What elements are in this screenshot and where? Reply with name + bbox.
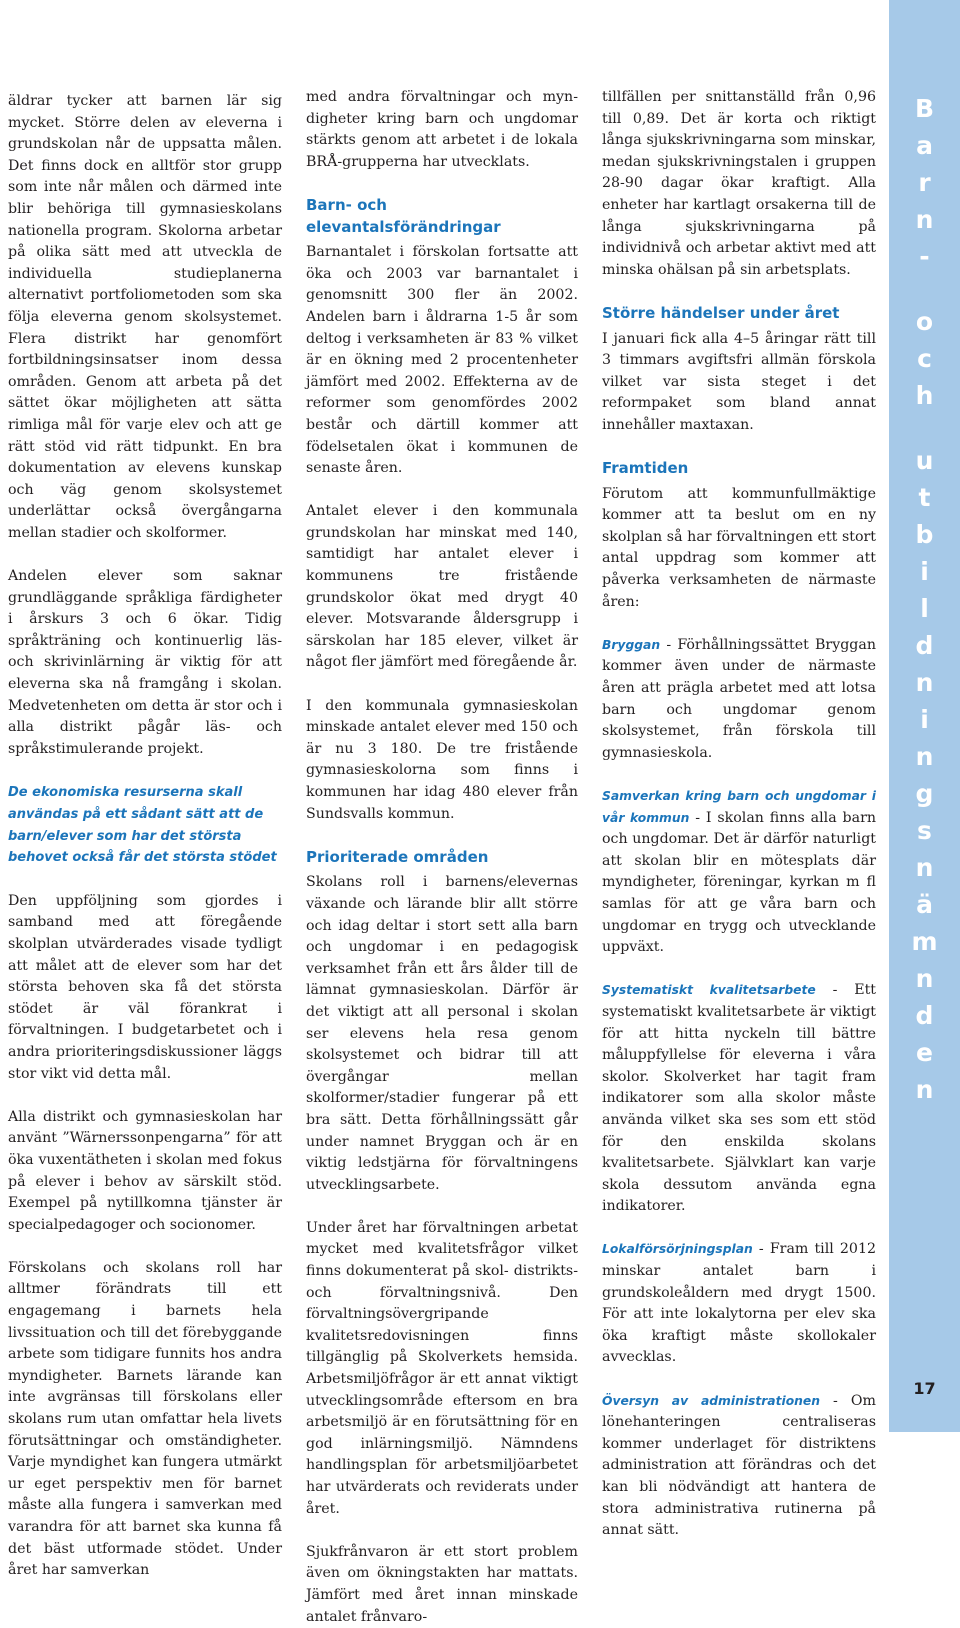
sidebar-title-letter: i: [920, 705, 929, 734]
sidebar-title-letter: c: [917, 344, 932, 373]
paragraph: Barnantalet i förskolan fortsatte att öka och 2003 var barnantalet i genomsnitt 300 fler än 2002. Andelen barn i åldrarna 1-5 år som deltog i verksamheten är 83 % vilket är en ökning med 2 procentenheter jämfört med 2002. Effekterna av de reformer som genomfördes 2002 består och därtill kommer att födelsetalen ökat i kommunen de senaste åren.: [306, 244, 578, 477]
list-item-lead: Bryggan: [602, 637, 661, 652]
sidebar-title-letter: n: [915, 1075, 934, 1104]
sidebar-title-letter: t: [918, 483, 931, 512]
paragraph: Antalet elever i den kommunala grundskolan har minskat med 140, samtidigt har antalet elever i kommunens tre fristående grundskolor ökat med drygt 40 elever. Motsvarande åldersgrupp i särskolan har 185 elever, vilket är något fler jämfört med föregående år.: [306, 503, 578, 671]
section-heading: Framtiden: [602, 459, 689, 478]
list-item: [602, 786, 876, 959]
sidebar-title-letter: n: [915, 853, 934, 882]
sidebar-title: [889, 90, 960, 1108]
sidebar-title-letter: r: [918, 168, 931, 197]
sidebar-title-letter: B: [914, 94, 935, 123]
column-3: [602, 87, 876, 1542]
paragraph: Sjukfrånvaron är ett stort problem även om ökningstakten har mattats. Jämfört med året innan minskade antalet frånvaro-: [306, 1543, 578, 1625]
list-item-text: - Ett systematiskt kvalitetsarbete är viktigt för att hitta nyckeln till bättre måluppfyllelse för eleverna i våra skolor. Skolverket har tagit fram indikatorer som alla skolor måste använda vilket ska ses som ett stöd för den enskilda skolans kvalitetsarbete. Självklart kan varje skola dessutom använda egna indikatorer.: [602, 982, 876, 1215]
sidebar-title-letter: [889, 414, 960, 442]
sidebar-title-letter: l: [920, 594, 929, 623]
paragraph: tillfällen per snittanställd från 0,96 till 0,89. Det är korta och riktigt långa sjukskrivningarna som minskar, medan sjukskrivningstalen i gruppen 28-90 dagar ökar kraftigt. Alla enheter har kartlagt orsakerna till de långa sjukskrivningarna på individnivå och arbetar aktivt med att minska ohälsan på sin arbetsplats.: [602, 89, 876, 278]
list-item-text: - Förhållningssättet Bryggan kommer även under de närmaste åren att prägla arbetet med att lotsa barn och ungdomar genom skolsystemet, från förskola till gymnasieskola.: [602, 636, 876, 761]
sidebar-title-letter: -: [919, 242, 930, 271]
callout-quote: De ekonomiska resurserna skall användas på ett sådant sätt att de barn/elever som har det största behovet också får det största stödet: [8, 785, 277, 866]
paragraph: Skolans roll i barnens/elevernas växande och lärande blir allt större och idag deltar i stort sett alla barn och ungdomar i en pedagogisk verksamhet från ett års ålder till de lämnat gymnasieskolan. Därför är det viktigt att all personal i skolan ser elevens hela resa genom skolsystemet och bidrar till att övergångar mellan skolformer/stadier fungerar på ett bra sätt. Detta förhållningssätt går under namnet Bryggan och är en viktig ledstjärna för förvaltningens utvecklingsarbete.: [306, 874, 578, 1193]
sidebar-title-letter: n: [915, 742, 934, 771]
sidebar-title-letter: g: [915, 779, 934, 808]
paragraph: I den kommunala gymnasieskolan minskade antalet elever med 150 och är nu 3 180. De tre fristående gymnasieskolorna som finns i kommunen har idag 480 elever från Sundsvalls kommun.: [306, 697, 578, 822]
sidebar-title-letter: i: [920, 557, 929, 586]
paragraph: Alla distrikt och gymnasieskolan har använt ”Wärnerssonpengarna” för att öka vuxentätheten i skolan med fokus på elever i behov av särskilt stöd. Exempel på nytillkomna tjänster är specialpedagoger och socionomer.: [8, 1108, 282, 1233]
sidebar-title-letter: b: [915, 520, 934, 549]
list-item-lead: Samverkan kring barn och ungdomar i vår kommun: [602, 789, 876, 825]
section-heading: Prioriterade områden: [306, 847, 489, 866]
list-item-lead: Översyn av administrationen: [602, 1393, 820, 1408]
list-item-lead: Systematiskt kvalitetsarbete: [602, 983, 816, 998]
sidebar-title-letter: d: [915, 631, 934, 660]
list-item: [602, 1239, 876, 1369]
sidebar-title-letter: m: [911, 927, 938, 956]
sidebar-title-letter: e: [916, 1038, 933, 1067]
list-item-text: - Fram till 2012 minskar antalet barn i grundskoleåldern med drygt 1500. För att inte lokalytorna per elev ska öka kraftigt måste skollokaler avvecklas.: [602, 1241, 876, 1366]
sidebar-title-letter: [889, 275, 960, 303]
paragraph: Förutom att kommunfullmäktige kommer att ta beslut om en ny skolplan så har förvaltningen ett stort antal uppdrag som kommer att påverka verksamheten de närmaste åren:: [602, 485, 876, 610]
sidebar-title-letter: u: [915, 446, 934, 475]
paragraph: Andelen elever som saknar grundläggande språkliga färdigheter i årskurs 3 och 6 ökar. Tidig språkträning och kontinuerlig läs- och skrivinlärning är viktig för att eleverna ska nå framgång i skolan. Medvetenheten om detta är stor och i alla distrikt pågår läs- och språkstimulerande projekt.: [8, 568, 282, 757]
paragraph: Under året har förvaltningen arbetat mycket med kvalitetsfrågor vilket finns dokumenterat på skol- distrikts- och förvaltningsnivå. Den förvaltningsövergripande kvalitetsredovisningen finns tillgänglig på Skolverkets hemsida. Arbetsmiljöfrågor är ett annat viktigt utvecklingsområde eftersom en bra arbetsmiljö är en förutsättning för en god inlärningsmiljö. Nämndens handlingsplan för arbetsmiljöarbetet har utvärderats och reviderats under året.: [306, 1219, 578, 1517]
paragraph: I januari fick alla 4–5 åringar rätt till 3 timmars avgiftsfri allmän förskola vilket var sista steget i det reformpaket som bland annat innehåller maxtaxan.: [602, 330, 876, 433]
paragraph: Förskolans och skolans roll har alltmer förändrats till ett engagemang i barnets hela livssituation och till det förebyggande arbete som tidigare funnits hos andra myndigheter. Barnets lärande kan inte avgränsas till förskolans eller skolans rum utan omfattar hela livets förutsättningar och omständigheter. Varje myndighet kan fungera utmärkt ur eget perspektiv men för barnet måste alla fungera i samverkan med varandra för att barnet ska kunna få det bäst utformade stödet. Under året har samverkan: [8, 1259, 282, 1579]
paragraph: äldrar tycker att barnen lär sig mycket. Större delen av eleverna i grundskolan når de uppsatta målen. Det finns dock en alltför stor grupp som inte når målen och därmed inte blir behöriga till gymnasieskolans nationella program. Skolorna arbetar på olika sätt med att utveckla de individuella studieplanerna alternativt portfoliometoden som ska följa eleverna genom skolsystemet. Flera distrikt har genomfört fortbildningsinsatser inom dessa områden. Genom att arbeta på det sättet ökar möjligheten att sätta rimliga mål för varje elev och att ge rätt stöd vid rätt tidpunkt. En bra dokumentation av elevens kunskap och väg genom skolsystemet underlättar också övergångarna mellan stadier och skolformer.: [8, 93, 282, 541]
sidebar-title-letter: n: [915, 964, 934, 993]
paragraph: Den uppföljning som gjordes i samband med att föregående skolplan utvärderades visade tydligt att målet att de elever som har det största behoven ska få det största stödet är väl förankrat i förvaltningen. I budgetarbetet och i andra prioriteringsdiskussioner läggs stor vikt vid detta mål.: [8, 892, 282, 1082]
list-item: [602, 1391, 876, 1542]
list-item-text: - Om lönehanteringen centraliseras kommer underlaget för distriktens administration att förändras och det kan bli nödvändigt att hantera de stora administrativa rutinerna på annat sätt.: [602, 1392, 876, 1539]
sidebar-title-letter: s: [917, 816, 932, 845]
section-heading: Större händelser under året: [602, 303, 840, 322]
sidebar-title-letter: n: [915, 668, 934, 697]
list-item: [602, 980, 876, 1218]
sidebar-title-letter: ä: [916, 890, 933, 919]
paragraph: med andra förvaltningar och myn-digheter kring barn och ungdomar stärkts genom att arbetet i de lokala BRÅ-grupperna har utvecklats.: [306, 89, 578, 170]
list-item-lead: Lokalförsörjningsplan: [602, 1242, 753, 1257]
sidebar-title-letter: o: [915, 307, 934, 336]
sidebar-title-letter: n: [915, 205, 934, 234]
list-item: [602, 635, 876, 765]
sidebar-title-letter: a: [916, 131, 933, 160]
page-number: 17: [913, 1379, 936, 1398]
column-1: [8, 91, 282, 1582]
column-2: [306, 87, 578, 1628]
sidebar-title-letter: d: [915, 1001, 934, 1030]
sidebar-title-letter: h: [915, 381, 934, 410]
section-heading: Barn- och elevantalsförändringar: [306, 195, 501, 236]
list-item-text: - I skolan finns alla barn och ungdomar. Det är därför naturligt att skolan blir en mötesplats där myndigheter, föreningar, kyrkan m fl samlas för att ge våra barn och ungdomar en trygg och utvecklande uppväxt.: [602, 809, 876, 956]
